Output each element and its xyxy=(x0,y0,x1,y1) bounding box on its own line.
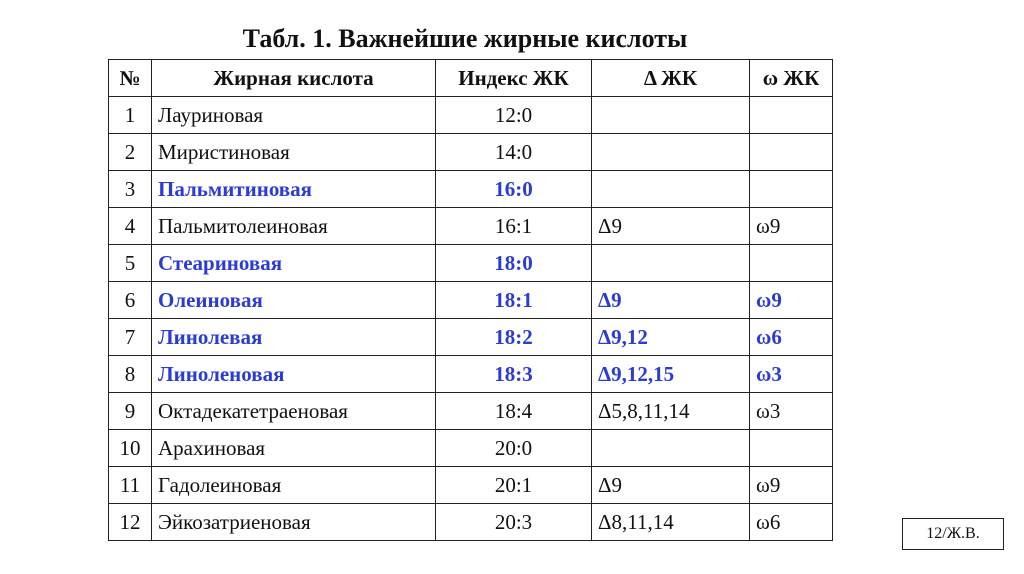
cell-delta xyxy=(592,430,750,467)
cell-omega xyxy=(750,171,833,208)
cell-acid-name: Олеиновая xyxy=(152,282,436,319)
table-row xyxy=(109,356,833,393)
cell-omega: ω9 xyxy=(750,467,833,504)
cell-index: 18:2 xyxy=(436,319,592,356)
table-row xyxy=(109,134,833,171)
table-row xyxy=(109,319,833,356)
cell-delta xyxy=(592,134,750,171)
cell-index: 16:0 xyxy=(436,171,592,208)
header-delta: Δ ЖК xyxy=(592,60,750,97)
cell-omega xyxy=(750,134,833,171)
cell-delta xyxy=(592,171,750,208)
cell-delta xyxy=(592,245,750,282)
cell-number: 6 xyxy=(109,282,152,319)
cell-acid-name: Стеариновая xyxy=(152,245,436,282)
table-title: Табл. 1. Важнейшие жирные кислоты xyxy=(242,24,688,53)
header-number: № xyxy=(109,60,152,97)
cell-number: 12 xyxy=(109,504,152,541)
cell-acid-name: Арахиновая xyxy=(152,430,436,467)
fatty-acids-table xyxy=(108,59,833,541)
cell-number: 2 xyxy=(109,134,152,171)
cell-delta: Δ9,12 xyxy=(592,319,750,356)
table-row xyxy=(109,245,833,282)
cell-omega xyxy=(750,430,833,467)
slide-footer-label: 12/Ж.В. xyxy=(902,518,1004,550)
cell-delta: Δ9 xyxy=(592,467,750,504)
table-header-row xyxy=(109,60,833,97)
cell-number: 11 xyxy=(109,467,152,504)
cell-index: 20:3 xyxy=(436,504,592,541)
cell-acid-name: Линоленовая xyxy=(152,356,436,393)
cell-acid-name: Пальмитиновая xyxy=(152,171,436,208)
cell-omega xyxy=(750,245,833,282)
table-row xyxy=(109,171,833,208)
table-row xyxy=(109,282,833,319)
cell-index: 14:0 xyxy=(436,134,592,171)
cell-delta: Δ5,8,11,14 xyxy=(592,393,750,430)
cell-acid-name: Миристиновая xyxy=(152,134,436,171)
cell-acid-name: Эйкозатриеновая xyxy=(152,504,436,541)
cell-index: 20:0 xyxy=(436,430,592,467)
cell-number: 8 xyxy=(109,356,152,393)
table-row xyxy=(109,504,833,541)
cell-delta: Δ9 xyxy=(592,282,750,319)
table-row xyxy=(109,97,833,134)
cell-omega: ω9 xyxy=(750,282,833,319)
table-row xyxy=(109,208,833,245)
table-row xyxy=(109,393,833,430)
cell-delta: Δ9,12,15 xyxy=(592,356,750,393)
cell-number: 3 xyxy=(109,171,152,208)
cell-omega: ω3 xyxy=(750,356,833,393)
cell-acid-name: Октадекатетраеновая xyxy=(152,393,436,430)
cell-acid-name: Линолевая xyxy=(152,319,436,356)
cell-index: 18:3 xyxy=(436,356,592,393)
cell-omega: ω3 xyxy=(750,393,833,430)
header-index: Индекс ЖК xyxy=(436,60,592,97)
cell-number: 9 xyxy=(109,393,152,430)
cell-index: 16:1 xyxy=(436,208,592,245)
cell-number: 5 xyxy=(109,245,152,282)
cell-delta xyxy=(592,97,750,134)
cell-index: 12:0 xyxy=(436,97,592,134)
cell-omega: ω6 xyxy=(750,319,833,356)
cell-omega: ω9 xyxy=(750,208,833,245)
cell-delta: Δ8,11,14 xyxy=(592,504,750,541)
header-omega: ω ЖК xyxy=(750,60,833,97)
cell-acid-name: Лауриновая xyxy=(152,97,436,134)
cell-number: 1 xyxy=(109,97,152,134)
cell-acid-name: Пальмитолеиновая xyxy=(152,208,436,245)
cell-index: 18:0 xyxy=(436,245,592,282)
cell-number: 10 xyxy=(109,430,152,467)
table-row xyxy=(109,467,833,504)
cell-index: 18:1 xyxy=(436,282,592,319)
cell-index: 18:4 xyxy=(436,393,592,430)
table-row xyxy=(109,430,833,467)
cell-number: 4 xyxy=(109,208,152,245)
cell-number: 7 xyxy=(109,319,152,356)
cell-index: 20:1 xyxy=(436,467,592,504)
cell-omega xyxy=(750,97,833,134)
cell-delta: Δ9 xyxy=(592,208,750,245)
cell-omega: ω6 xyxy=(750,504,833,541)
cell-acid-name: Гадолеиновая xyxy=(152,467,436,504)
header-fatty-acid: Жирная кислота xyxy=(152,60,436,97)
